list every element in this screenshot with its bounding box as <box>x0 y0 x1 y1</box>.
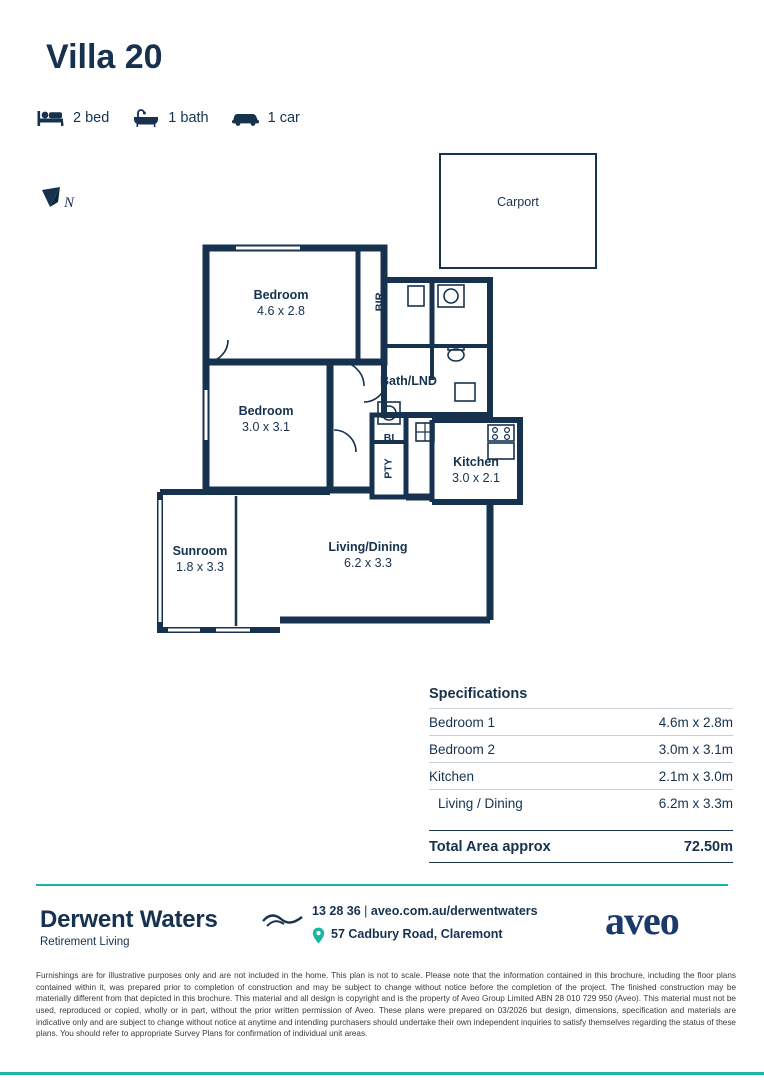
spec-value: 2.1m x 3.0m <box>658 769 733 784</box>
car-icon <box>231 105 261 131</box>
footer-divider <box>36 884 728 886</box>
specifications-table <box>429 686 733 863</box>
feature-bath <box>131 105 208 131</box>
spec-name: Living / Dining <box>438 796 523 811</box>
aveo-logo-text: aveo <box>605 898 679 943</box>
location-pin-icon <box>312 927 325 944</box>
wave-icon <box>262 912 304 933</box>
room-sunroom: Sunroom 1.8 x 3.3 <box>172 544 228 574</box>
spec-row-living-dining <box>429 789 733 816</box>
spec-name: Kitchen <box>429 769 475 784</box>
brand-tagline: Retirement Living <box>40 936 130 948</box>
feature-bed <box>36 105 109 131</box>
spec-row-bedroom-2 <box>429 735 733 762</box>
room-bedroom-1: Bedroom 4.6 x 2.8 <box>253 288 309 318</box>
spec-total-value: 72.50m <box>683 839 733 855</box>
label-bir: BIR <box>374 292 387 312</box>
brand-name: Derwent Waters <box>40 906 218 933</box>
room-bedroom-2: Bedroom 3.0 x 3.1 <box>238 404 294 434</box>
feature-bath-label: 1 bath <box>168 110 209 126</box>
feature-summary <box>36 105 322 131</box>
disclaimer-text: Furnishings are for illustrative purposes only and are not included in the home. This plan is not to scale. Please note that the information contained in this brochure, including the floor plans contained within it, was prepared prior to completion of construction and may be subject to change without notice before the completion of the project. The finished construction may be materially different from that depicted in this brochure. This material and all design is copyright and is the property of Aveo Group Limited ABN 28 010 729 950 (Aveo). This material must not be used, reproduced or copied, wholly or in part, without the prior written permission of Aveo. These plans were prepared on 03/2026 but design, dimensions, specification and materials are indicative only and are subject to change without notice at anytime and intending purchasers should undertake their own independent inquiries to satisfy themselves regarding the status of these plans. You should refer to appropriate Survey Plans for confirmation of individual unit areas. <box>36 971 736 1039</box>
spec-total-label: Total Area approx <box>429 839 551 855</box>
spec-value: 6.2m x 3.3m <box>658 796 733 811</box>
spec-value: 3.0m x 3.1m <box>658 742 733 757</box>
label-bl: BI <box>383 432 395 444</box>
feature-bed-label: 2 bed <box>73 110 110 126</box>
contact-phone-web <box>312 902 538 921</box>
bath-icon <box>131 105 161 131</box>
specifications-heading: Specifications <box>429 686 528 702</box>
contact-phone[interactable]: 13 28 36 <box>312 904 361 918</box>
feature-car <box>231 105 300 131</box>
spec-total-row <box>429 830 733 863</box>
room-living-dining: Living/Dining 6.2 x 3.3 <box>328 540 408 570</box>
aveo-logo <box>605 897 679 944</box>
bed-icon <box>36 105 66 131</box>
floorplan <box>0 140 764 660</box>
contact-address-row <box>312 925 538 944</box>
contact-website[interactable]: aveo.com.au/derwentwaters <box>370 904 538 918</box>
page-title: Villa 20 <box>46 38 163 76</box>
label-pty: PTY <box>382 458 395 479</box>
room-bath-lnd: Bath/LND <box>380 374 437 388</box>
bottom-accent-bar <box>0 1072 764 1075</box>
contact-block <box>312 902 538 945</box>
north-label: N <box>64 195 75 211</box>
contact-separator: | <box>364 904 368 918</box>
room-kitchen: Kitchen 3.0 x 2.1 <box>452 455 500 485</box>
spec-name: Bedroom 2 <box>429 742 496 757</box>
spec-row-bedroom-1 <box>429 708 733 735</box>
brand-block <box>40 906 218 948</box>
spec-row-kitchen <box>429 762 733 789</box>
feature-car-label: 1 car <box>267 110 300 126</box>
floorplan-drawing <box>0 140 764 660</box>
room-carport: Carport <box>497 195 539 209</box>
spec-name: Bedroom 1 <box>429 715 496 730</box>
contact-address: 57 Cadbury Road, Claremont <box>331 927 503 942</box>
spec-value: 4.6m x 2.8m <box>658 715 733 730</box>
